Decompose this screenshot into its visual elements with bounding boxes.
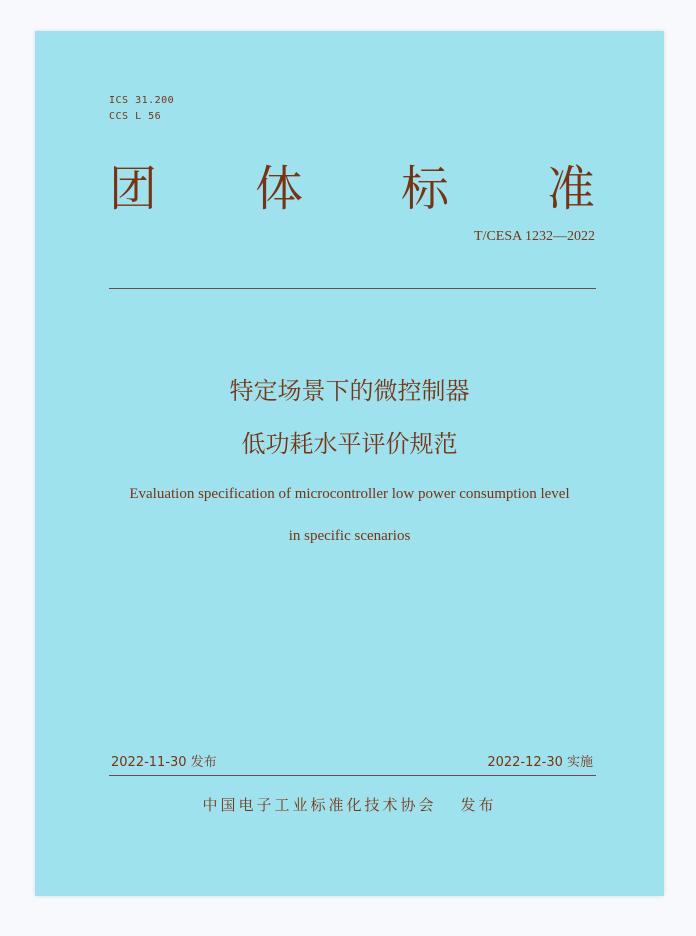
classification-codes	[109, 93, 174, 125]
bottom-divider	[109, 775, 596, 776]
publisher-action: 发布	[460, 796, 497, 814]
document-cover	[35, 31, 664, 896]
title-char: 团	[109, 161, 158, 217]
top-divider	[109, 288, 596, 289]
implement-date: 2022-12-30 实施	[487, 755, 593, 770]
standard-number: T/CESA 1232—2022	[474, 229, 595, 244]
publisher-organization: 中国电子工业标准化技术协会	[202, 796, 437, 814]
title-char: 准	[546, 161, 595, 217]
chinese-title-line-1: 特定场景下的微控制器	[229, 377, 470, 405]
english-title-line-1: Evaluation specification of microcontroller low power consumption level	[129, 486, 570, 502]
publisher-line	[35, 794, 664, 815]
chinese-title-line-2: 低功耗水平评价规范	[241, 430, 458, 458]
title-char: 标	[400, 161, 449, 217]
title-char: 体	[254, 161, 303, 217]
publish-date: 2022-11-30 发布	[111, 755, 217, 770]
ccs-code: CCS L 56	[109, 111, 162, 122]
ics-code: ICS 31.200	[109, 95, 175, 106]
standard-type-title	[109, 157, 595, 221]
english-title-line-2: in specific scenarios	[288, 528, 411, 544]
